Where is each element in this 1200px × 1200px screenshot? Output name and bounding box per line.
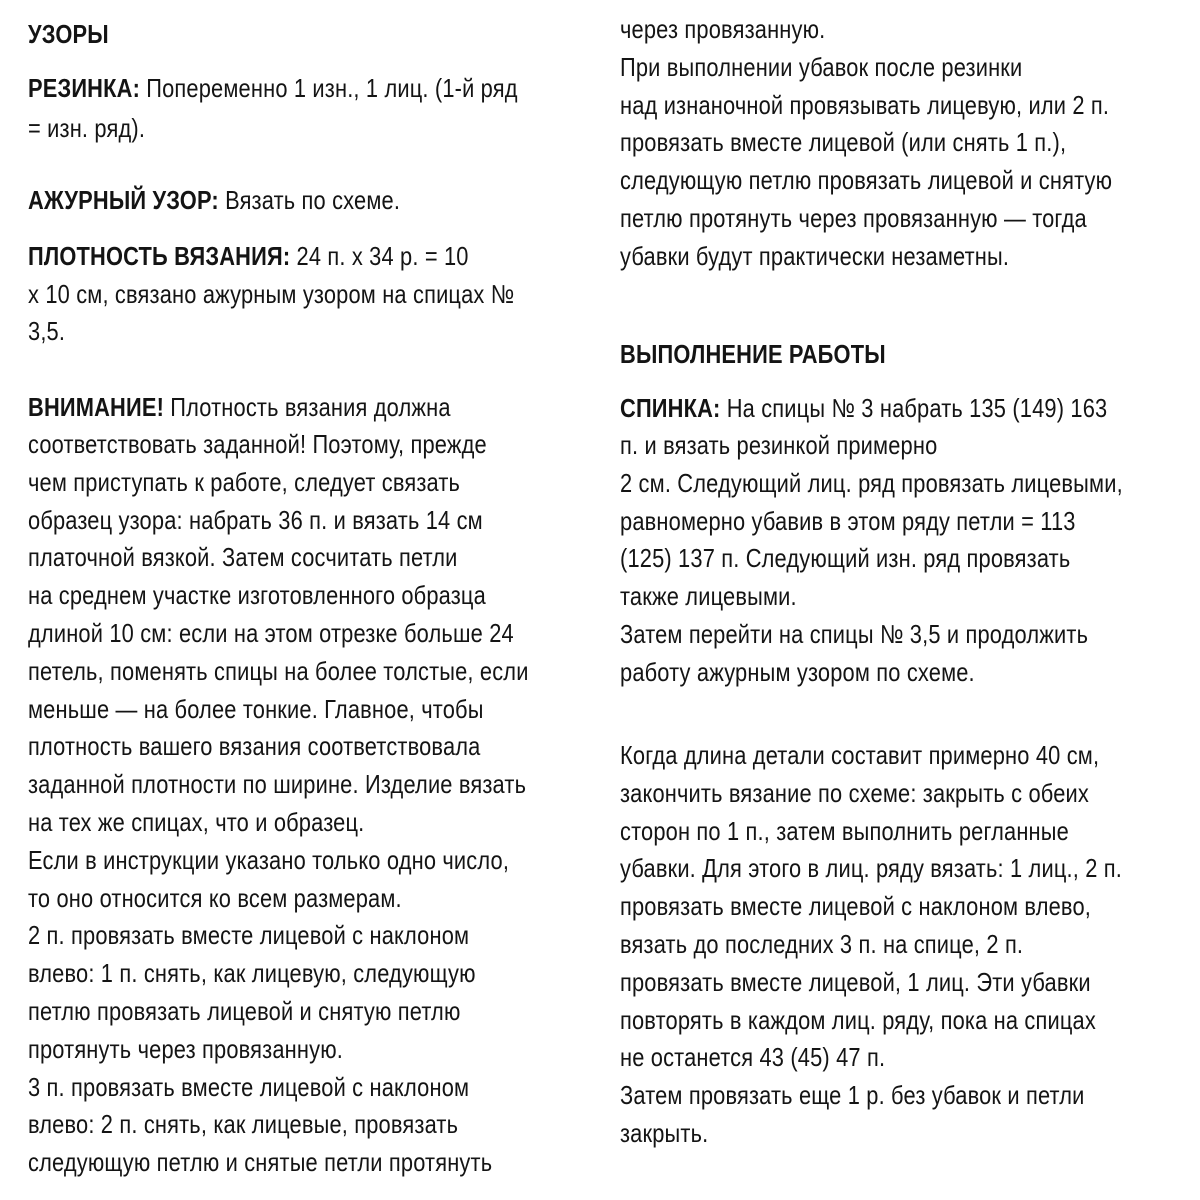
attention-line-7: петель, поменять спицы на более толстые, если (28, 655, 529, 686)
final-line-10: Затем провязать еще 1 р. без убавок и петли (620, 1080, 1085, 1111)
final-line-6: вязать до последних 3 п. на спице, 2 п. (620, 929, 1024, 959)
final-line-9: не останется 43 (45) 47 п. (620, 1042, 886, 1073)
final-line-2: закончить вязание по схеме: закрыть с обеих (620, 777, 1089, 808)
attention-line-15: влево: 1 п. снять, как лицевую, следующую (28, 958, 476, 989)
attention-line-2: чем приступать к работе, следует связать (28, 466, 461, 497)
rib-text-2: = изн. ряд). (28, 113, 146, 143)
attention-text-1: Плотность вязания должна (164, 392, 451, 422)
final-line-1: Когда длина детали составит примерно 40 см, (620, 740, 1100, 770)
attention-line-3: образец узора: набрать 36 п. и вязать 14 см (28, 504, 483, 535)
rib-label: РЕЗИНКА: (28, 73, 141, 103)
section-title-work: ВЫПОЛНЕНИЕ РАБОТЫ (620, 339, 886, 369)
attention-line-16: петлю провязать лицевой и снятую петлю (28, 996, 461, 1026)
attention-line-5: на среднем участке изготовленного образца (28, 580, 486, 611)
final-line-5: провязать вместе лицевой с наклоном влево, (620, 891, 1092, 922)
attention-line-9: плотность вашего вязания соответствовала (28, 731, 481, 762)
final-line-7: провязать вместе лицевой, 1 лиц. Эти убавки (620, 966, 1091, 997)
attention-line-19: влево: 2 п. снять, как лицевые, провязать (28, 1109, 459, 1140)
back-line-7: работу ажурным узором по схеме. (620, 656, 975, 687)
final-line-3: сторон по 1 п., затем выполнить регланные (620, 815, 1069, 846)
final-line-4: убавки. Для этого в лиц. ряду вязать: 1 лиц., 2 п. (620, 853, 1122, 884)
back-line-4: (125) 137 п. Следующий изн. ряд провязать (620, 543, 1071, 574)
attention-line-6: длиной 10 см: если на этом отрезке больше 24 (28, 618, 514, 648)
attention-label: ВНИМАНИЕ! (28, 392, 165, 422)
lace-paragraph (28, 185, 400, 215)
attention-line-4: платочной вязкой. Затем сосчитать петли (28, 542, 458, 573)
lace-label: АЖУРНЫЙ УЗОР: (28, 185, 219, 215)
back-label: СПИНКА: (620, 393, 721, 423)
back-line-2: 2 см. Следующий лиц. ряд провязать лицевыми, (620, 467, 1123, 498)
attention-line-13: то оно относится ко всем размерам. (28, 882, 402, 913)
gauge-text-2: х 10 см, связано ажурным узором на спицах № (28, 279, 515, 309)
intro-line-3: над изнаночной провязывать лицевую, или 2 п. (620, 89, 1110, 120)
attention-line-1: соответствовать заданной! Поэтому, прежде (28, 429, 487, 459)
back-paragraph-line-1 (620, 393, 1107, 423)
back-line-3: равномерно убавив в этом ряду петли = 113 (620, 505, 1076, 536)
attention-line-20: следующую петлю и снятые петли протянуть (28, 1147, 493, 1178)
attention-line-14: 2 п. провязать вместе лицевой с наклоном (28, 920, 470, 951)
back-line-6: Затем перейти на спицы № 3,5 и продолжить (620, 619, 1089, 649)
attention-paragraph-line-1 (28, 392, 451, 422)
intro-line-5: следующую петлю провязать лицевой и снятую (620, 165, 1113, 196)
attention-line-18: 3 п. провязать вместе лицевой с наклоном (28, 1071, 470, 1102)
gauge-text-1: 24 п. х 34 р. = 10 (290, 241, 469, 271)
attention-line-17: протянуть через провязанную. (28, 1033, 343, 1064)
attention-line-11: на тех же спицах, что и образец. (28, 807, 365, 837)
intro-line-2: При выполнении убавок после резинки (620, 51, 1023, 82)
gauge-text-3: 3,5. (28, 316, 66, 346)
rib-text-1: Попеременно 1 изн., 1 лиц. (1-й ряд (140, 73, 518, 103)
back-line-1: п. и вязать резинкой примерно (620, 430, 938, 460)
section-title-patterns: УЗОРЫ (28, 19, 109, 49)
intro-line-4: провязать вместе лицевой (или снять 1 п.), (620, 127, 1067, 158)
back-line-5: также лицевыми. (620, 581, 797, 612)
attention-line-12: Если в инструкции указано только одно число, (28, 844, 510, 875)
rib-paragraph-line-1 (28, 73, 518, 103)
intro-line-6: петлю протянуть через провязанную — тогда (620, 203, 1087, 233)
lace-text: Вязать по схеме. (218, 185, 401, 215)
final-line-11: закрыть. (620, 1118, 709, 1148)
back-text-1: На спицы № 3 набрать 135 (149) 163 (720, 393, 1108, 423)
intro-line-7: убавки будут практически незаметны. (620, 240, 1010, 271)
intro-line-1: через провязанную. (620, 14, 826, 44)
final-line-8: повторять в каждом лиц. ряду, пока на спицах (620, 1004, 1096, 1035)
gauge-paragraph-line-1 (28, 241, 469, 271)
attention-line-8: меньше — на более тонкие. Главное, чтобы (28, 693, 484, 724)
attention-line-10: заданной плотности по ширине. Изделие вязать (28, 769, 527, 800)
gauge-label: ПЛОТНОСТЬ ВЯЗАНИЯ: (28, 241, 291, 271)
